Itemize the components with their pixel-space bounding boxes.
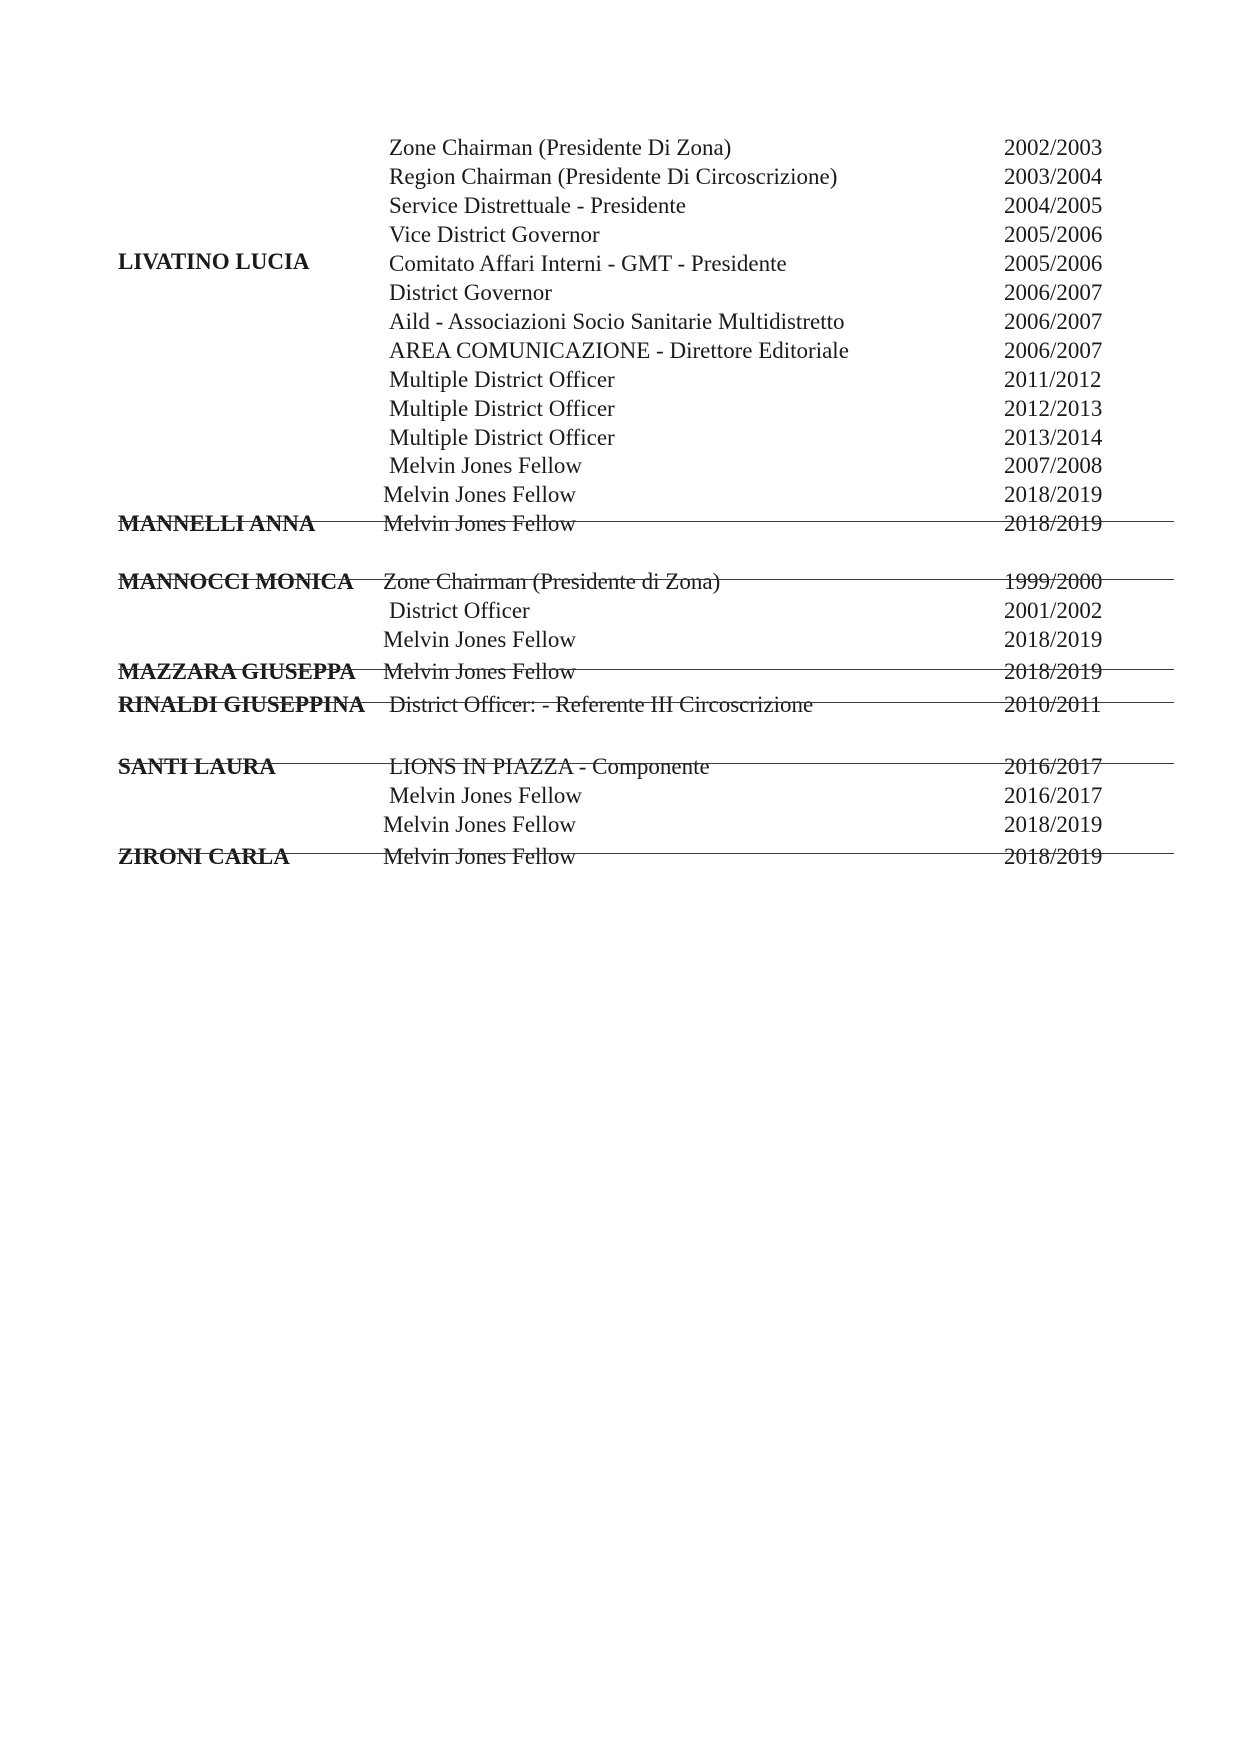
member-name: RINALDI GIUSEPPINA <box>118 692 366 717</box>
row-separator <box>118 579 1174 580</box>
role-title: LIONS IN PIAZZA - Componente <box>389 754 710 779</box>
role-title: Multiple District Officer <box>389 367 615 392</box>
role-title: Melvin Jones Fellow <box>389 453 582 478</box>
role-year: 1999/2000 <box>1004 569 1103 594</box>
row-separator <box>118 521 1174 522</box>
role-year: 2012/2013 <box>1004 396 1103 421</box>
member-name: SANTI LAURA <box>118 754 276 779</box>
role-year: 2018/2019 <box>1004 511 1103 536</box>
role-title: Melvin Jones Fellow <box>383 812 576 837</box>
role-title: Melvin Jones Fellow <box>383 659 576 684</box>
role-title: Aild - Associazioni Socio Sanitarie Multidistretto <box>389 309 845 334</box>
role-year: 2011/2012 <box>1004 367 1102 392</box>
role-title: Melvin Jones Fellow <box>389 783 582 808</box>
role-year: 2013/2014 <box>1004 425 1103 450</box>
row-separator <box>118 853 1174 854</box>
role-year: 2002/2003 <box>1004 135 1103 160</box>
role-year: 2016/2017 <box>1004 754 1103 779</box>
role-year: 2018/2019 <box>1004 812 1103 837</box>
member-name: ZIRONI CARLA <box>118 844 290 869</box>
role-year: 2006/2007 <box>1004 338 1103 363</box>
role-title: District Governor <box>389 280 552 305</box>
role-year: 2018/2019 <box>1004 482 1103 507</box>
role-title: Comitato Affari Interni - GMT - Presidente <box>389 251 787 276</box>
role-title: Melvin Jones Fellow <box>383 511 576 536</box>
role-year: 2016/2017 <box>1004 783 1103 808</box>
role-title: Melvin Jones Fellow <box>383 627 576 652</box>
role-year: 2005/2006 <box>1004 251 1103 276</box>
role-title: District Officer: - Referente III Circoscrizione <box>389 692 814 717</box>
role-year: 2007/2008 <box>1004 453 1103 478</box>
role-year: 2001/2002 <box>1004 598 1103 623</box>
role-year: 2004/2005 <box>1004 193 1103 218</box>
member-name: MANNOCCI MONICA <box>118 569 354 594</box>
role-year: 2003/2004 <box>1004 164 1103 189</box>
member-name: LIVATINO LUCIA <box>118 249 310 274</box>
role-year: 2006/2007 <box>1004 309 1103 334</box>
member-name: MANNELLI ANNA <box>118 511 316 536</box>
role-year: 2018/2019 <box>1004 844 1103 869</box>
row-separator <box>118 702 1174 703</box>
role-title: District Officer <box>389 598 530 623</box>
role-title: Vice District Governor <box>389 222 600 247</box>
role-title: Multiple District Officer <box>389 396 615 421</box>
role-title: Zone Chairman (Presidente Di Zona) <box>389 135 732 160</box>
role-title: Melvin Jones Fellow <box>383 482 576 507</box>
role-title: AREA COMUNICAZIONE - Direttore Editoriale <box>389 338 849 363</box>
role-year: 2006/2007 <box>1004 280 1103 305</box>
role-year: 2010/2011 <box>1004 692 1102 717</box>
role-year: 2018/2019 <box>1004 627 1103 652</box>
role-title: Multiple District Officer <box>389 425 615 450</box>
role-title: Zone Chairman (Presidente di Zona) <box>383 569 721 594</box>
row-separator <box>118 669 1174 670</box>
role-title: Service Distrettuale - Presidente <box>389 193 686 218</box>
role-title: Melvin Jones Fellow <box>383 844 576 869</box>
row-separator <box>118 763 1174 764</box>
role-year: 2018/2019 <box>1004 659 1103 684</box>
role-year: 2005/2006 <box>1004 222 1103 247</box>
role-title: Region Chairman (Presidente Di Circoscrizione) <box>389 164 838 189</box>
member-name: MAZZARA GIUSEPPA <box>118 659 356 684</box>
